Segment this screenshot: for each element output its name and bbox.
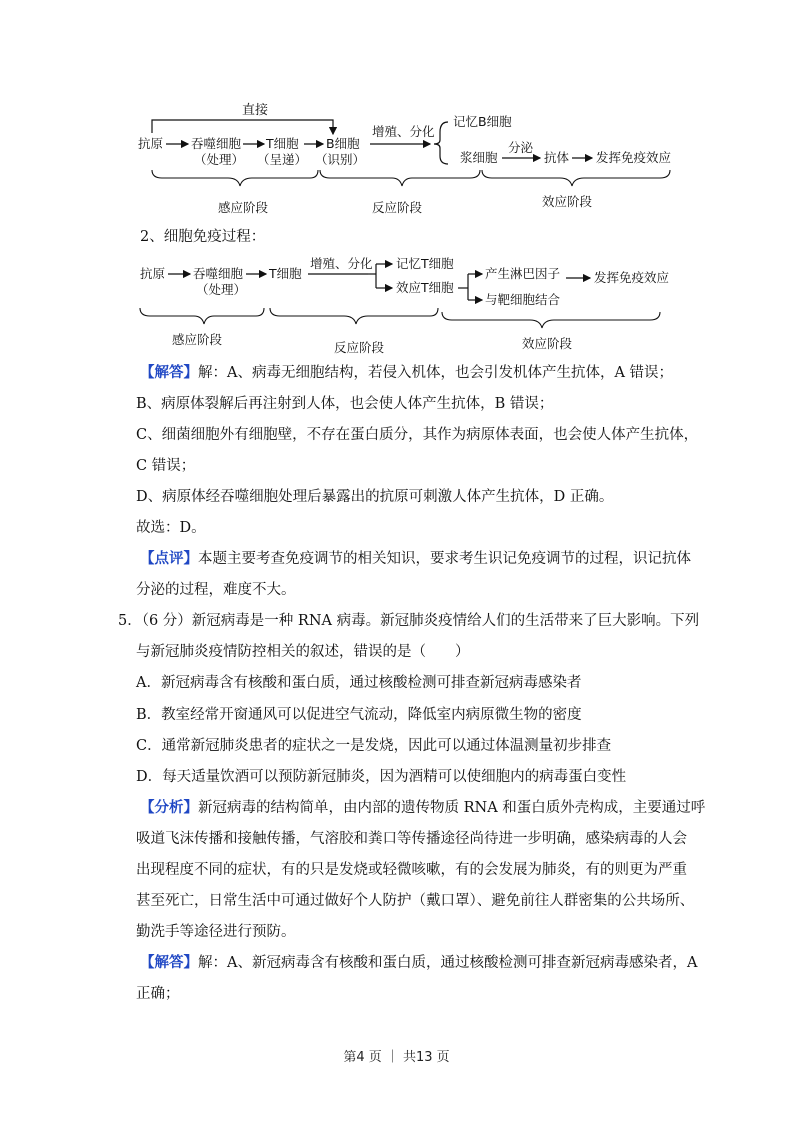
b-cell-node: B细胞 xyxy=(326,136,360,151)
stage-reaction-2: 反应阶段 xyxy=(334,340,385,355)
t-cell-node: T细胞 xyxy=(266,136,299,151)
b-cell-note: （识别） xyxy=(315,152,366,167)
answer-tag: 【解答】 xyxy=(140,364,198,381)
stage-reaction: 反应阶段 xyxy=(372,200,423,215)
phagocyte-note-2: （处理） xyxy=(196,282,247,297)
q5-analysis-2: 吸道飞沫传播和接触传播，气溶胶和粪口等传播途径尚待进一步明确，感染病毒的人会 xyxy=(136,831,687,847)
phagocyte-node: 吞噬细胞 xyxy=(191,136,242,151)
q5-option-d: D．每天适量饮酒可以预防新冠肺炎，因为酒精可以使细胞内的病毒蛋白变性 xyxy=(136,769,627,785)
effector-t-node: 效应T细胞 xyxy=(396,280,454,295)
stage-sensing-2: 感应阶段 xyxy=(172,332,223,347)
q5-analysis-1-text: 新冠病毒的结构简单，由内部的遗传物质 RNA 和蛋白质外壳构成，主要通过呼 xyxy=(198,800,706,816)
q4-answer-a xyxy=(140,363,673,383)
section2-title: 2、细胞免疫过程： xyxy=(140,229,266,245)
q5-answer-1 xyxy=(140,953,697,973)
q4-answer-d: D、病原体经吞噬细胞处理后暴露出的抗原可刺激人体产生抗体，D 正确。 xyxy=(136,489,614,505)
antigen-node: 抗原 xyxy=(138,136,164,151)
q5-stem-2: 与新冠肺炎疫情防控相关的叙述，错误的是（ ） xyxy=(136,644,470,660)
immune-effect-node: 发挥免疫效应 xyxy=(596,150,672,165)
q5-option-c: C．通常新冠肺炎患者的症状之一是发烧，因此可以通过体温测量初步排查 xyxy=(136,738,612,754)
stage-sensing: 感应阶段 xyxy=(218,200,269,215)
analysis-tag: 【分析】 xyxy=(140,799,198,816)
proliferate-label: 增殖、分化 xyxy=(372,124,435,139)
q4-comment-2: 分泌的过程，难度不大。 xyxy=(136,582,296,598)
q5-analysis-1 xyxy=(140,798,705,818)
direct-label: 直接 xyxy=(242,103,269,118)
stage-effect: 效应阶段 xyxy=(542,194,593,209)
memory-b-node: 记忆B细胞 xyxy=(453,114,512,129)
q5-option-a: A．新冠病毒含有核酸和蛋白质，通过核酸检测可排查新冠病毒感染者 xyxy=(136,675,582,691)
comment-tag: 【点评】 xyxy=(140,550,198,567)
proliferate-label-2: 增殖、分化 xyxy=(310,256,373,271)
immune-effect-node-2: 发挥免疫效应 xyxy=(594,270,670,285)
plasma-node: 浆细胞 xyxy=(460,150,498,165)
antibody-node: 抗体 xyxy=(544,150,570,165)
secrete-label: 分泌 xyxy=(508,140,534,155)
lymphokine-node: 产生淋巴因子 xyxy=(485,266,561,281)
page-footer: 第4 页 ｜ 共13 页 xyxy=(343,1050,450,1065)
q5-analysis-3: 出现程度不同的症状，有的只是发烧或轻微咳嗽，有的会发展为肺炎，有的则更为严重 xyxy=(136,862,687,878)
answer-tag-2: 【解答】 xyxy=(140,954,198,971)
humoral-immunity-diagram xyxy=(130,98,690,220)
target-cell-node: 与靶细胞结合 xyxy=(485,292,561,307)
q5-analysis-5: 勤洗手等途径进行预防。 xyxy=(136,924,296,940)
q4-answer-a-text: 解：A、病毒无细胞结构，若侵入机体，也会引发机体产生抗体，A 错误； xyxy=(198,365,674,381)
cellular-immunity-diagram xyxy=(130,252,690,356)
q5-answer-2: 正确； xyxy=(136,986,180,1002)
stage-effect-2: 效应阶段 xyxy=(522,336,573,351)
q5-option-b: B．教室经常开窗通风可以促进空气流动，降低室内病原微生物的密度 xyxy=(136,707,582,723)
q4-comment-1-text: 本题主要考查免疫调节的相关知识，要求考生识记免疫调节的过程，识记抗体 xyxy=(198,551,691,567)
phagocyte-node-2: 吞噬细胞 xyxy=(193,266,244,281)
q4-choice: 故选：D。 xyxy=(136,520,206,536)
q4-answer-b: B、病原体裂解后再注射到人体，也会使人体产生抗体，B 错误； xyxy=(136,396,554,412)
q4-answer-c1: C、细菌细胞外有细胞壁，不存在蛋白质分，其作为病原体表面，也会使人体产生抗体， xyxy=(136,427,699,443)
q4-comment-1 xyxy=(140,549,691,569)
antigen-node-2: 抗原 xyxy=(140,266,166,281)
q5-answer-1-text: 解：A、新冠病毒含有核酸和蛋白质，通过核酸检测可排查新冠病毒感染者，A xyxy=(198,955,698,971)
phagocyte-note: （处理） xyxy=(194,152,245,167)
t-cell-node-2: T细胞 xyxy=(269,266,302,281)
memory-t-node: 记忆T细胞 xyxy=(396,256,454,271)
q5-stem-1: 5．（6 分）新冠病毒是一种 RNA 病毒。新冠肺炎疫情给人们的生活带来了巨大影响。下列 xyxy=(118,613,700,629)
q5-analysis-4: 甚至死亡，日常生活中可通过做好个人防护（戴口罩）、避免前往人群密集的公共场所、 xyxy=(136,893,695,909)
t-cell-note: （呈递） xyxy=(257,152,308,167)
q4-answer-c2: C 错误； xyxy=(136,458,196,474)
